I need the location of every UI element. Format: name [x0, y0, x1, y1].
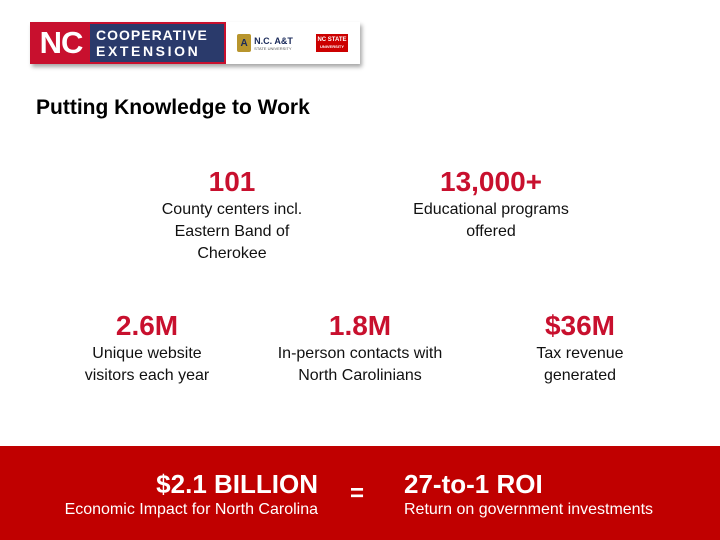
nc-at-logo: [226, 22, 304, 64]
economic-impact-banner: [0, 446, 720, 540]
economic-impact: [65, 468, 318, 520]
equals-sign: =: [350, 480, 365, 507]
nc-state-subtitle: UNIVERSITY: [319, 44, 344, 49]
stat-value: 13,000+: [440, 166, 542, 197]
stat-value: 2.6M: [115, 310, 179, 341]
stat-description: In-person contacts with North Carolinians: [277, 345, 443, 384]
stat-value: 101: [208, 166, 256, 197]
logo-banner: [30, 22, 360, 64]
stat-in-person-contacts: [265, 309, 455, 387]
logo-nc-mark: NC: [32, 24, 90, 62]
nc-at-name: N.C. A&T: [254, 35, 293, 46]
economic-impact-label: Economic Impact for North Carolina: [64, 501, 318, 518]
stat-value: 1.8M: [328, 310, 392, 341]
stat-description: Educational programs offered: [413, 201, 569, 240]
aggie-emblem-icon: A: [237, 34, 251, 52]
stat-educational-programs: [391, 165, 591, 243]
page-title: Putting Knowledge to Work: [36, 96, 310, 119]
nc-state-logo: [304, 22, 360, 64]
stat-description: Unique website visitors each year: [84, 345, 210, 384]
stat-website-visitors: [67, 309, 227, 387]
roi: [404, 468, 653, 520]
stat-description: Tax revenue generated: [536, 345, 624, 384]
logo-wordmark: [90, 24, 224, 62]
nc-cooperative-extension-logo: [30, 22, 226, 64]
nc-state-name: NC STATE: [317, 37, 347, 43]
logo-line-1: COOPERATIVE: [96, 27, 208, 43]
logo-line-2: EXTENSION: [96, 43, 201, 59]
economic-impact-value: $2.1 BILLION: [156, 469, 318, 499]
roi-label: Return on government investments: [404, 501, 654, 518]
stat-tax-revenue: [515, 309, 645, 387]
roi-value: 27-to-1 ROI: [404, 469, 543, 499]
stat-value: $36M: [544, 310, 616, 341]
nc-at-subtitle: STATE UNIVERSITY: [254, 45, 292, 51]
stat-description: County centers incl. Eastern Band of Cherokee: [161, 201, 303, 262]
stat-county-centers: [142, 165, 322, 265]
